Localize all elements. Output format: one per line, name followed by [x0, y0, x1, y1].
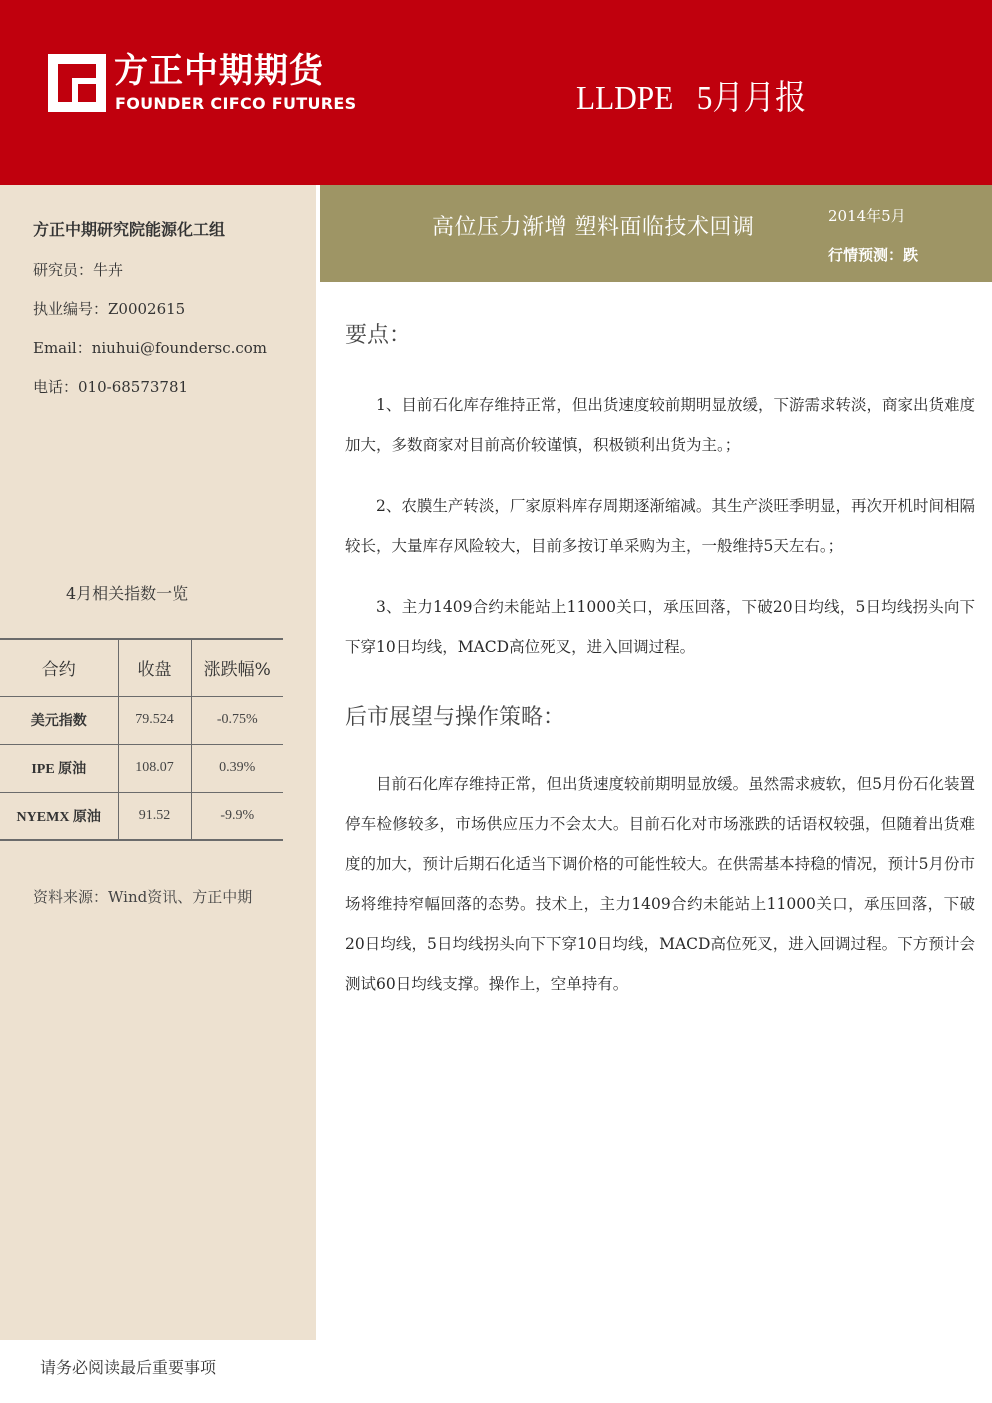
- report-date: 2014年5月: [828, 207, 906, 225]
- index-cell-change: -9.9%: [191, 792, 283, 840]
- table-row: [0, 696, 283, 744]
- key-point-paragraph: 1、目前石化库存维持正常，但出货速度较前期明显放缓，下游需求转淡，商家出货难度加大，多数商家对目前高价较谨慎，积极锁利出货为主。；: [345, 396, 975, 454]
- logo-chinese-name: 方正中期期货: [114, 51, 324, 91]
- index-cell-contract: 美元指数: [0, 696, 118, 744]
- index-header-contract: 合约: [0, 639, 118, 696]
- key-points-heading: 要点：: [345, 323, 412, 348]
- sidebar-license: 执业编号：Z0002615: [33, 300, 186, 318]
- index-cell-change: 0.39%: [191, 744, 283, 792]
- index-table-header-row: [0, 639, 283, 696]
- key-point-paragraph: 3、主力1409合约未能站上11000关口，承压回落，下破20日均线，5日均线拐头向下下穿10日均线，MACD高位死叉，进入回调过程。: [345, 598, 975, 656]
- title-band: [320, 185, 992, 282]
- table-row: [0, 744, 283, 792]
- index-cell-contract: IPE 原油: [0, 744, 118, 792]
- index-cell-close: 108.07: [118, 744, 191, 792]
- outlook-paragraph: 目前石化库存维持正常，但出货速度较前期明显放缓。虽然需求疲软，但5月份石化装置停车检修较多，市场供应压力不会太大。目前石化对市场涨跌的话语权较强，但随着出货难度的加大，预计后期石化适当下调价格的可能性较大。在供需基本持稳的情况，预计5月份市场将维持窄幅回落的态势。技术上，主力1409合约未能站上11000关口，承压回落，下破20日均线，5日均线拐头向下下穿10日均线，MACD高位死叉，进入回调过程。下方预计会测试60日均线支撑。操作上，空单持有。: [345, 775, 975, 993]
- company-logo: [48, 51, 357, 116]
- report-title: LLDPE 5月月报: [576, 80, 807, 117]
- data-source-note: 资料来源：Wind资讯、方正中期: [33, 888, 253, 906]
- index-cell-close: 91.52: [118, 792, 191, 840]
- index-cell-close: 79.524: [118, 696, 191, 744]
- index-cell-change: -0.75%: [191, 696, 283, 744]
- market-forecast: 行情预测：跌: [828, 246, 919, 264]
- index-cell-contract: NYEMX 原油: [0, 792, 118, 840]
- sidebar-phone: 电话：010-68573781: [33, 378, 189, 396]
- logo-english-name: FOUNDER CIFCO FUTURES: [115, 94, 357, 113]
- outlook-heading: 后市展望与操作策略：: [345, 705, 566, 730]
- table-row: [0, 792, 283, 840]
- disclaimer-note: 请务必阅读最后重要事项: [40, 1358, 217, 1377]
- sidebar-org: 方正中期研究院能源化工组: [33, 220, 226, 239]
- logo-mark-icon: [48, 54, 106, 112]
- sidebar-email: Email：niuhui@foundersc.com: [33, 339, 268, 357]
- index-table: [0, 638, 283, 841]
- index-header-change: 涨跌幅%: [191, 639, 283, 696]
- report-headline: 高位压力渐增 塑料面临技术回调: [432, 215, 755, 240]
- sidebar-researcher: 研究员：牛卉: [33, 261, 124, 279]
- key-point-paragraph: 2、农膜生产转淡，厂家原料库存周期逐渐缩减。其生产淡旺季明显，再次开机时间相隔较长，大量库存风险较大，目前多按订单采购为主，一般维持5天左右。；: [345, 497, 975, 555]
- report-header: [0, 0, 992, 185]
- index-header-close: 收盘: [118, 639, 191, 696]
- index-table-title: 4月相关指数一览: [66, 584, 189, 603]
